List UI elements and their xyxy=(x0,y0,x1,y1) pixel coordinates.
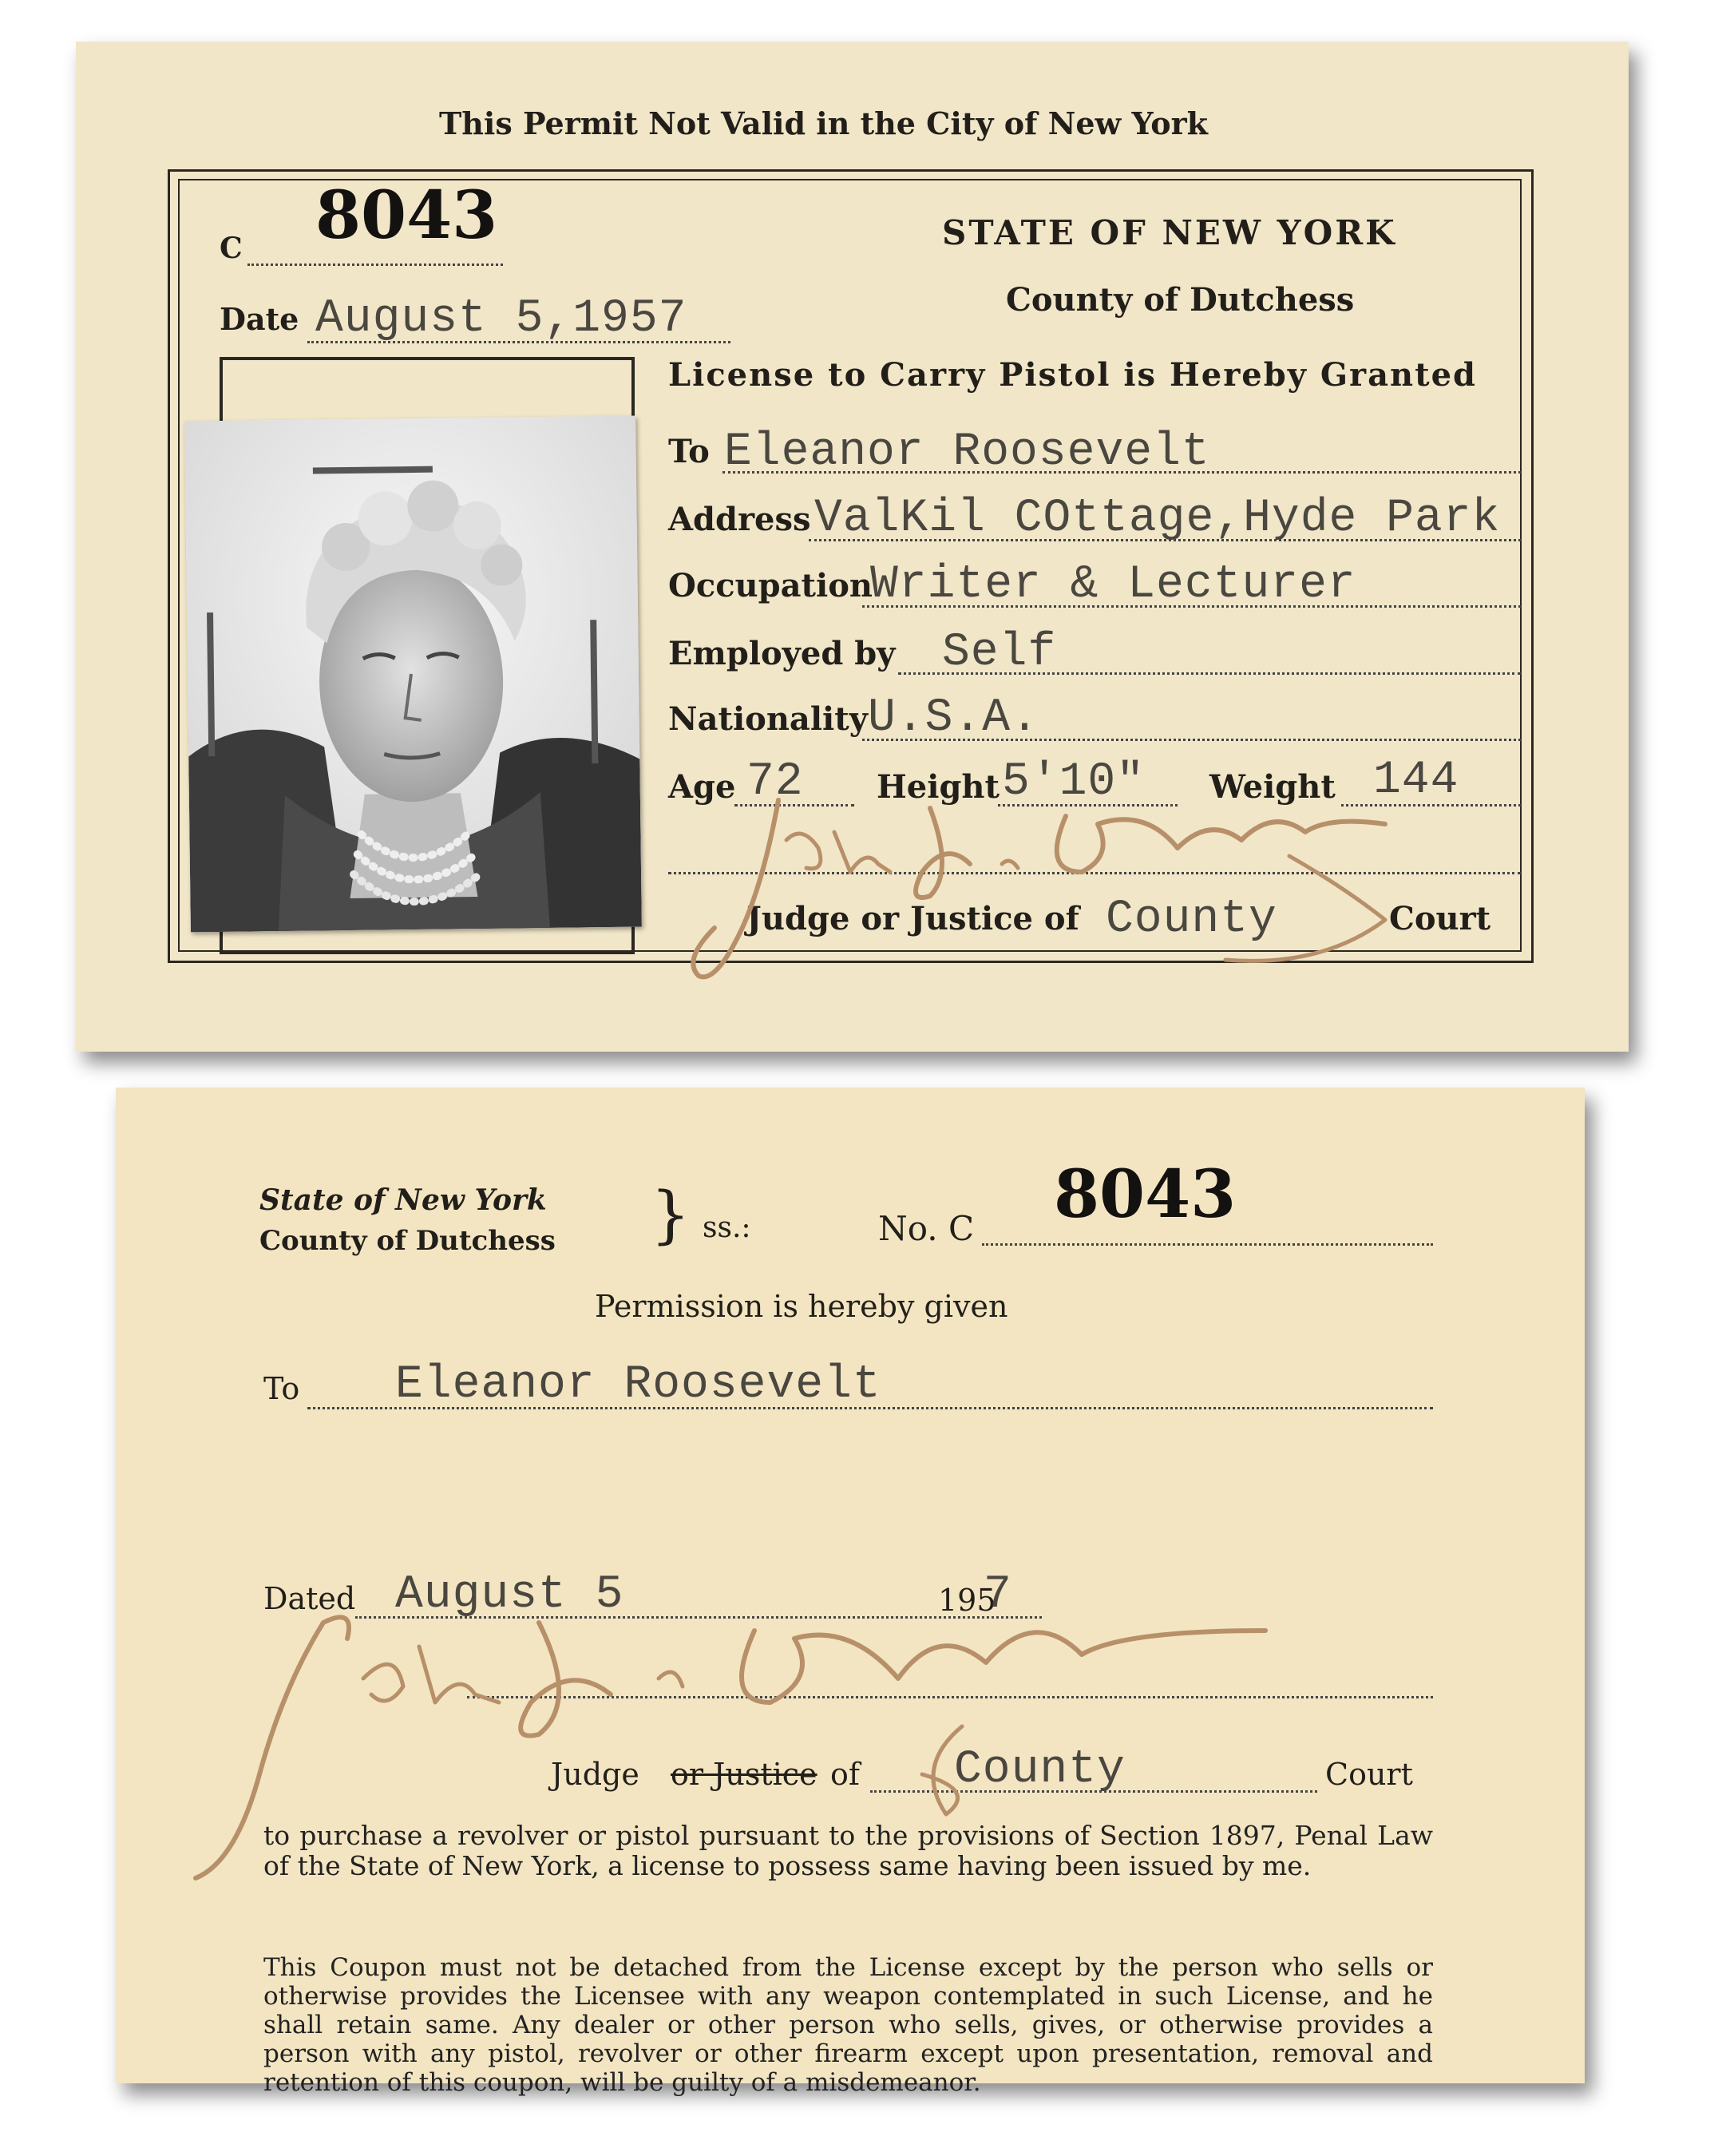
year-typed: 7 xyxy=(984,1569,1012,1621)
back-county: County of Dutchess xyxy=(259,1225,556,1257)
county-heading: County of Dutchess xyxy=(1006,281,1355,319)
to-value: Eleanor Roosevelt xyxy=(724,426,1210,478)
height-label: Height xyxy=(877,768,1000,806)
court-label: Court xyxy=(1389,900,1491,937)
weight-value: 144 xyxy=(1373,755,1459,807)
legal-text: to purchase a revolver or pistol pursuant to the provisions of Section 1897, Penal Law of the State of New York, a license to possess same having been issued by me. xyxy=(263,1820,1433,1881)
year-printed: 195 xyxy=(938,1583,996,1618)
state-heading: STATE OF NEW YORK xyxy=(942,213,1397,252)
to-label: To xyxy=(668,433,710,470)
nationality-label: Nationality xyxy=(668,700,868,738)
age-value: 72 xyxy=(746,756,804,808)
back-court-label: Court xyxy=(1325,1757,1413,1792)
court-type: County xyxy=(1106,894,1277,945)
back-no-label: No. C xyxy=(878,1209,975,1248)
back-or-justice: or Justice xyxy=(671,1757,817,1792)
license-card-front xyxy=(76,42,1629,1052)
back-ss: ss.: xyxy=(703,1211,751,1244)
dated-label: Dated xyxy=(263,1581,356,1616)
fine-print: This Coupon must not be detached from the License except by the person who sells or otherwise provides the Licensee with any weapon contemplated in such License, and he shall retain same. Any dealer or other person who sells, gives, or otherwise provides a person with any pistol, revolver or other firearm except upon presentation, removal and retention of this coupon, will be guilty of a misdemeanor. xyxy=(263,1953,1433,2097)
top-notice: This Permit Not Valid in the City of New York xyxy=(439,105,1209,141)
dated-value: August 5 xyxy=(395,1569,624,1621)
back-judge-label: Judge xyxy=(551,1757,639,1792)
back-brace: } xyxy=(651,1179,691,1251)
weight-label: Weight xyxy=(1209,768,1336,806)
judge-signature xyxy=(667,776,1465,1016)
back-no-underline xyxy=(982,1243,1433,1246)
grant-text: License to Carry Pistol is Hereby Granted xyxy=(668,356,1477,394)
nationality-value: U.S.A. xyxy=(868,692,1039,744)
age-label: Age xyxy=(668,768,736,806)
date-label: Date xyxy=(220,301,299,337)
back-judge-signature xyxy=(164,1575,1361,1910)
number-underline xyxy=(247,264,503,266)
back-to-label: To xyxy=(263,1371,300,1406)
employed-label: Employed by xyxy=(668,635,896,672)
number-prefix: C xyxy=(220,232,243,265)
portrait-image xyxy=(184,416,642,933)
permission-text: Permission is hereby given xyxy=(595,1289,1008,1324)
license-number: 8043 xyxy=(315,177,498,254)
address-value: ValKil COttage,Hyde Park xyxy=(814,493,1501,545)
back-of-label: of xyxy=(830,1757,860,1792)
back-state: State of New York xyxy=(259,1183,547,1217)
occupation-label: Occupation xyxy=(668,567,873,604)
date-value: August 5,1957 xyxy=(315,293,687,345)
employed-value: Self xyxy=(942,627,1057,679)
portrait-photo xyxy=(184,416,642,933)
address-label: Address xyxy=(668,501,811,538)
back-to-value: Eleanor Roosevelt xyxy=(395,1359,881,1411)
judge-label: Judge or Justice of xyxy=(746,900,1079,937)
back-court-type: County xyxy=(954,1744,1126,1796)
height-value: 5'10" xyxy=(1002,756,1146,808)
license-card-back xyxy=(116,1088,1585,2097)
occupation-value: Writer & Lecturer xyxy=(870,559,1356,611)
back-number: 8043 xyxy=(1054,1156,1237,1233)
